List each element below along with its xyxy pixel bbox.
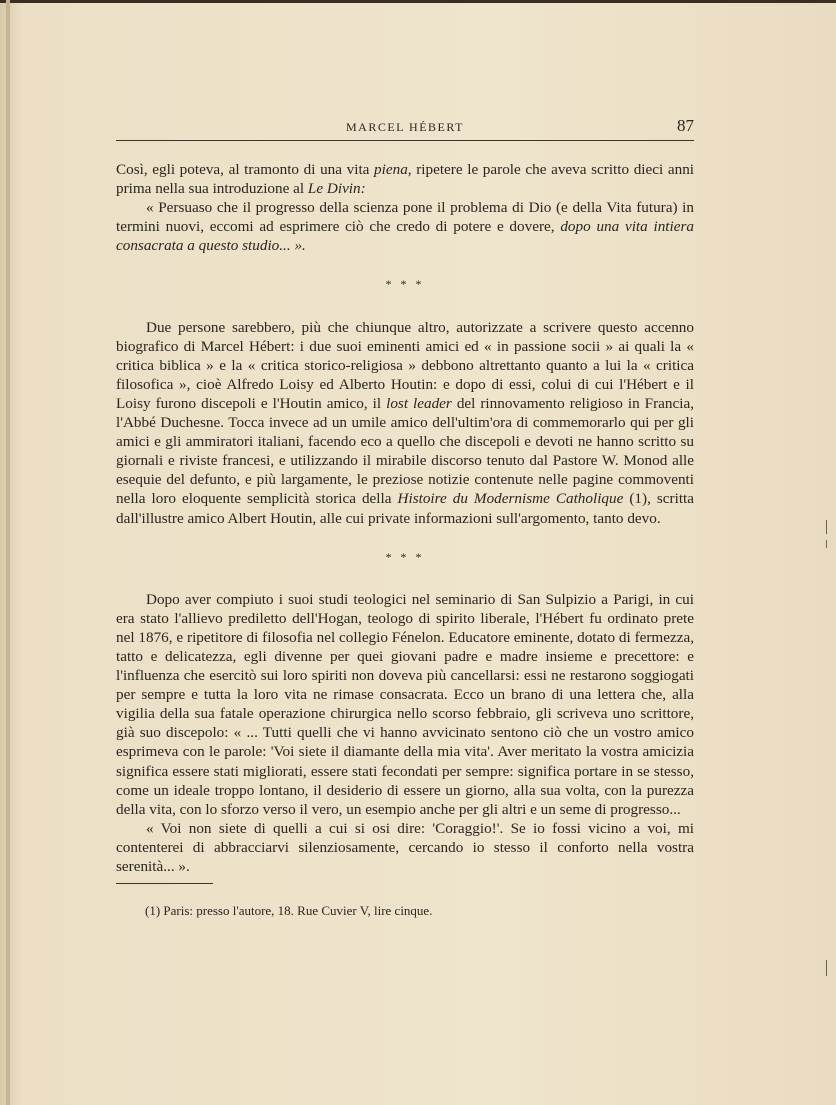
page-edge-mark [826,520,827,534]
paragraph-1: Così, egli poteva, al tramonto di una vita piena, ripetere le parole che aveva scritto dieci anni prima nella sua introduzione al Le Divin: [116,161,695,198]
page-top-edge [0,0,836,3]
section-separator: * * * [385,277,425,292]
page-edge-mark [826,540,827,548]
paragraph-5-quote: « Voi non siete di quelli a cui si osi dire: 'Coraggio!'. Se io fossi vicino a voi, mi contenterei di abbracciarvi silenziosamente, cercando io stesso il conforto nella vostra serenità... ». [116,819,694,875]
paragraph-2-quote: « Persuaso che il progresso della scienza pone il problema di Dio (e della Vita futura) in termini nuovi, eccomi ad esprimere ciò che credo di potere e dovere, dopo una vita intiera consacrata a questo studio... ». [116,199,694,255]
page-number: 87 [677,116,694,135]
paragraph-3: Due persone sarebbero, più che chiunque altro, autorizzate a scrivere questo accenno biografico di Marcel Hébert: i due suoi eminenti amici ed « in passione socii » ai quali la « critica biblica » e la « critica storico-religiosa » debbono altrettanto quanto a lui la « critica filosofica », cioè Alfredo Loisy ed Alberto Houtin: e dopo di essi, colui di cui l'Hébert e il Loisy furono discepoli e l'Houtin amico, il lost leader del rinnovamento religioso in Francia, l'Abbé Duchesne. Tocca invece ad un umile amico dell'ultim'ora di commemorarlo qui per gli amici e gli ammiratori italiani, facendo eco a quello che discepoli e devoti ne hanno scritto su giornali e riviste francesi, e utilizzando il mirabile discorso tenuto dal Pastore W. Monod alle esequie del defunto, e più largamente, le preziose notizie contenute nelle pagine commoventi nella loro eloquente semplicità storica della Histoire du Modernisme Catholique (1), scritta dall'illustre amico Albert Houtin, alle cui private informazioni sull'argomento, tanto devo. [116,318,694,527]
page-spine-shadow [6,0,10,1105]
body-text [116,160,694,876]
section-separator: * * * [385,549,425,564]
page-header [116,118,694,141]
footnote: (1) Paris: presso l'autore, 18. Rue Cuvier V, lire cinque. [145,903,433,918]
page-edge-mark [826,960,827,976]
running-head: MARCEL HÉBERT [345,120,464,134]
footnote-rule [116,883,213,884]
paragraph-4: Dopo aver compiuto i suoi studi teologici nel seminario di San Sulpizio a Parigi, in cui era stato l'allievo prediletto dell'Hogan, teologo di spirito liberale, l'Hébert fu ordinato prete nel 1876, e ripetitore di filosofia nel collegio Fénelon. Educatore eminente, dotato di fermezza, tatto e delicatezza, egli divenne per quei giovani padre e madre insieme e precettore: e l'influenza che esercitò sui loro spiriti non doveva più cancellarsi: essi ne restarono soggiogati per sempre e tutta la loro vita ne rimase consacrata. Ecco un brano di una lettera che, alla vigilia della sua fatale operazione chirurgica nello scorso febbraio, gli scriveva uno scrittore, già suo discepolo: « ... Tutti quelli che vi hanno avvicinato sentono ciò che un vostro amico esprimeva con le parole: 'Voi siete il diamante della mia vita'. Aver meritato la vostra amicizia significa essere stati migliorati, essere stati fecondati per sempre: significa portare in se stesso, come un ideale troppo lontano, il desiderio di essere un giorno, alla sua volta, con la purezza della vita, con lo sforzo verso il vero, un esempio anche per gli altri e un seme di progresso... [116,590,694,818]
